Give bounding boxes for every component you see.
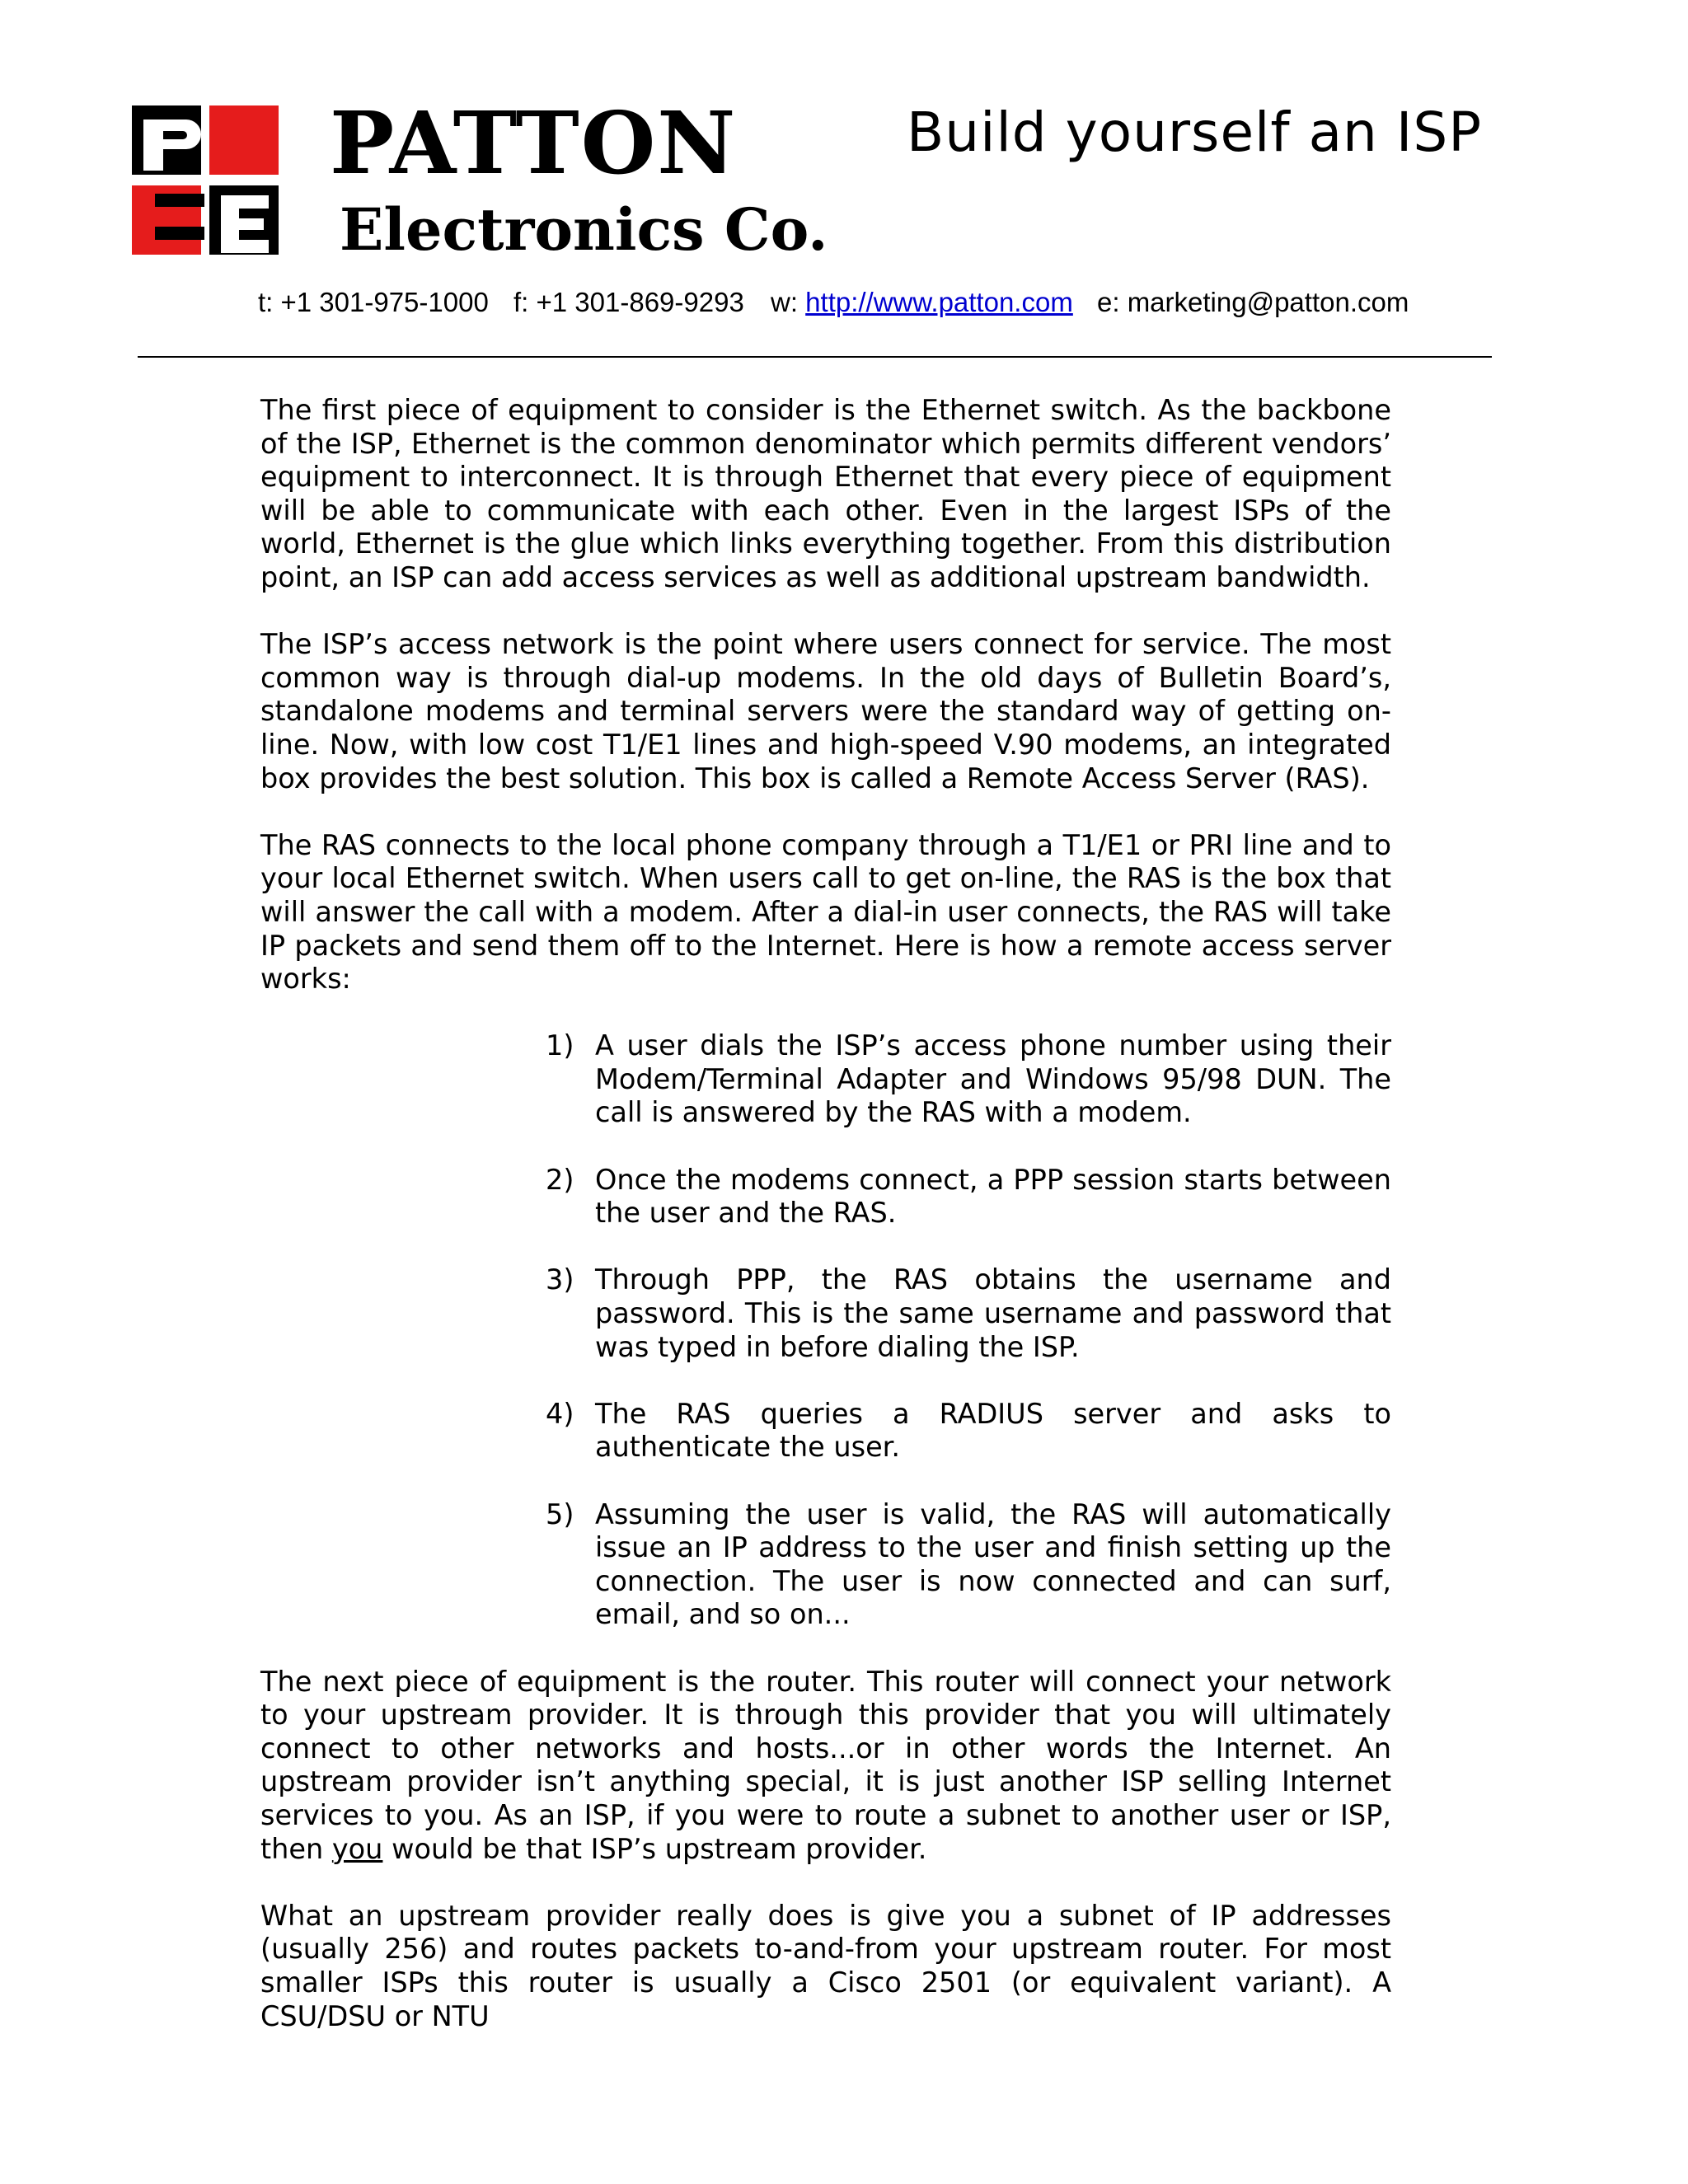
paragraph-upstream: What an upstream provider really does is give you a subnet of IP addresses (usually 256) and routes packets to-and-from your upstream router. For most smaller ISPs this router is usually a Cisco 2501 (or equivalent variant). A CSU/DSU or NTU [260,1899,1391,2032]
list-text: Through PPP, the RAS obtains the username and password. This is the same username and password that was typed in before dialing the ISP. [595,1263,1391,1363]
list-item [546,1498,1391,1632]
ras-steps-list [260,1029,1391,1632]
contact-web [771,287,1073,318]
paragraph-router [260,1666,1391,1867]
list-number: 3) [546,1263,574,1296]
list-text: Once the modems connect, a PPP session starts between the user and the RAS. [595,1163,1391,1230]
list-text: Assuming the user is valid, the RAS will automatically issue an IP address to the user and finish setting up the connection. The user is now connected and can surf, email, and so on... [595,1497,1391,1631]
list-text: A user dials the ISP’s access phone number using their Modem/Terminal Adapter and Windows 95/98 DUN. The call is answered by the RAS with a modem. [595,1029,1391,1129]
contact-web-prefix: w: [771,287,806,317]
paragraph-access-network: The ISP’s access network is the point where users connect for service. The most common way is through dial-up modems. In the old days of Bulletin Board’s, standalone modems and terminal servers were the standard way of getting on-line. Now, with low cost T1/E1 lines and high-speed V.90 modems, an integrated box provides the best solution. This box is called a Remote Access Server (RAS). [260,628,1391,794]
logo-line1: PATTON [330,103,738,194]
contact-phone: t: +1 301-975-1000 [258,287,489,317]
contact-fax: f: +1 301-869-9293 [513,287,744,317]
list-item [546,1398,1391,1465]
logo-line2: Electronics Co. [340,195,828,255]
list-number: 4) [546,1397,574,1430]
router-text-emphasis: you [331,1832,383,1865]
patton-logo [132,103,841,255]
document-body [260,394,1391,2067]
logo-emblem-icon [132,105,279,255]
list-item [546,1263,1391,1364]
paragraph-ras: The RAS connects to the local phone company through a T1/E1 or PRI line and to your local Ethernet switch. When users call to get on-line, the RAS is the box that will answer the call with a modem. After a dial-in user connects, the RAS will take IP packets and send them off to the Internet. Here is how a remote access server works: [260,828,1391,996]
header-divider [138,356,1492,358]
list-item [546,1164,1391,1230]
router-text-start: The next piece of equipment is the router. This router will connect your network to your upstream provider. It is through this provider that you will ultimately connect to other networks and hosts...or in other words the Internet. An upstream provider isn’t anything special, it is just another ISP selling Internet services to you. As an ISP, if you were to route a subnet to another user or ISP, then [260,1665,1391,1865]
paragraph-ethernet: The first piece of equipment to consider is the Ethernet switch. As the backbone of the ISP, Ethernet is the common denominator which permits different vendors’ equipment to interconnect. It is through Ethernet that every piece of equipment will be able to communicate with each other. Even in the largest ISPs of the world, Ethernet is the glue which links everything together. From this distribution point, an ISP can add access services as well as additional upstream bandwidth. [260,394,1391,593]
list-item [546,1029,1391,1130]
contact-email: e: marketing@patton.com [1097,287,1409,317]
list-text: The RAS queries a RADIUS server and asks to authenticate the user. [595,1397,1391,1464]
list-number: 2) [546,1163,574,1196]
list-number: 1) [546,1029,574,1062]
list-number: 5) [546,1497,574,1530]
website-link[interactable]: http://www.patton.com [805,287,1073,317]
page-title: Build yourself an ISP [907,101,1483,164]
router-text-end: would be that ISP’s upstream provider. [382,1832,927,1865]
